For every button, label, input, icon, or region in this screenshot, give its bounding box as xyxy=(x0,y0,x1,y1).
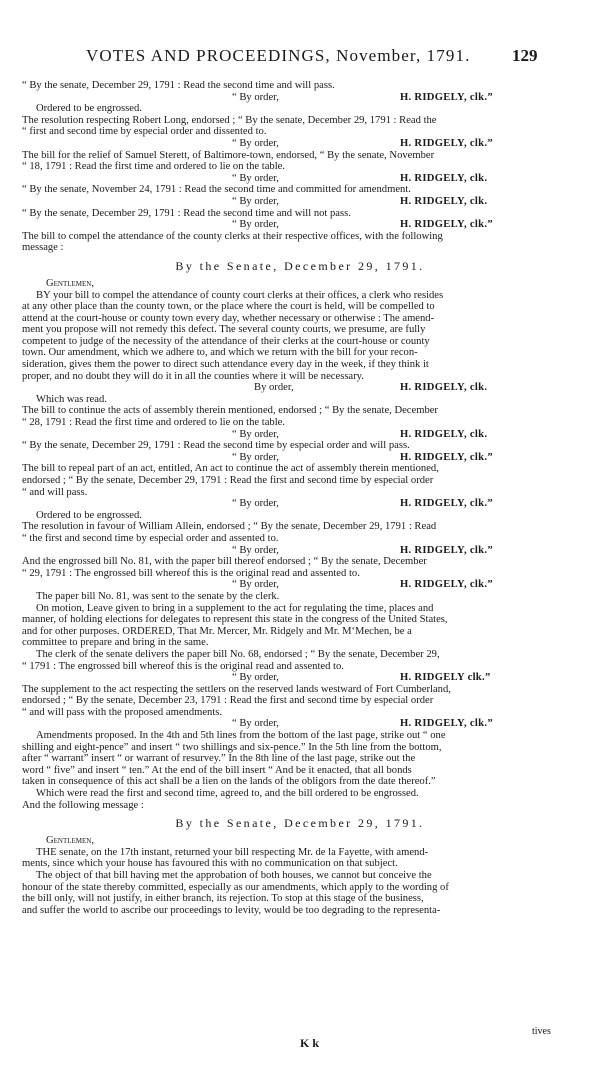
signature-mark: K k tives xyxy=(300,1026,551,1050)
by-order-text: “ By order, xyxy=(232,428,279,440)
by-order-text: “ By order, xyxy=(232,195,279,207)
text-line: “ 29, 1791 : The engrossed bill whereof this is the original read and assented to. xyxy=(22,567,360,579)
text-line: word “ five” and insert “ ten.” At the end of the bill insert “ And be it enacted, that all bonds xyxy=(22,764,412,776)
clerk-name: H. RIDGELY clk.” xyxy=(400,672,491,684)
page-number: 129 xyxy=(512,46,538,65)
text-line: competent to judge of the necessity of the attendance of their clerks at the court-house or county xyxy=(22,335,430,347)
text-line: sideration, gives them the power to direct such attendance every day in the week, if they think it xyxy=(22,359,429,371)
text-line: Which were read the first and second time, agreed to, and the bill ordered to be engrossed. xyxy=(36,788,419,800)
text-line: shilling and eight-pence” and insert “ two shillings and six-pence.” In the 5th line from the bottom, xyxy=(22,741,442,753)
text-line: THE senate, on the 17th instant, returned your bill respecting Mr. de la Fayette, with amend- xyxy=(36,846,429,858)
text-line: manner, of holding elections for delegates to represent this state in the congress of the United States, xyxy=(22,614,448,626)
text-line: “ By the senate, December 29, 1791 : Read the second time and will not pass. xyxy=(22,207,351,219)
clerk-name: H. RIDGELY, clk.” xyxy=(400,579,493,591)
text-line: “ 1791 : The engrossed bill whereof this is the original read and assented to. xyxy=(22,660,344,672)
clerk-name: H. RIDGELY, clk. xyxy=(400,195,488,207)
by-order-text: “ By order, xyxy=(232,579,279,591)
order-signature xyxy=(22,173,578,185)
text-line: The resolution in favour of William Allein, endorsed ; “ By the senate, December 29, 1791 : Read xyxy=(22,521,437,533)
text-line: The resolution respecting Robert Long, endorsed ; “ By the senate, December 29, 1791 : Read the xyxy=(22,114,437,126)
by-order-text: “ By order, xyxy=(232,718,279,730)
order-signature xyxy=(22,92,578,104)
order-signature xyxy=(22,579,578,591)
by-order-text: “ By order, xyxy=(232,451,279,463)
text-line: The bill to compel the attendance of the county clerks at their respective offices, with the following xyxy=(22,230,443,242)
text-line: taken in consequence of this act shall be a lien on the lands of the obligors from the date thereof.” xyxy=(22,776,436,788)
clerk-name: H. RIDGELY, clk. xyxy=(400,428,488,440)
text-line: the bill only, will not justify, in either branch, its rejection. To stop at this stage of the business, xyxy=(22,893,424,905)
text-line: And the engrossed bill No. 81, with the paper bill thereof endorsed ; “ By the senate, December xyxy=(22,556,427,568)
clerk-name: H. RIDGELY, clk. xyxy=(400,382,488,394)
text-line: “ By the senate, December 29, 1791 : Read the second time by especial order and will pass. xyxy=(22,440,410,452)
running-head xyxy=(0,46,600,68)
text-line: The bill for the relief of Samuel Sterett, of Baltimore-town, endorsed, “ By the senate, November xyxy=(22,149,435,161)
text-line: at any other place than the county town, or the place where the court is held, will be compelled to xyxy=(22,301,435,313)
by-order-text: By order, xyxy=(254,382,294,394)
clerk-name: H. RIDGELY, clk.” xyxy=(400,498,493,510)
text-line: and for other purposes. ORDERED, That Mr. Mercer, Mr. Ridgely and Mr. M‘Mechen, be a xyxy=(22,625,412,637)
text-line: proper, and no doubt they will do it in all the counties where it will be necessary. xyxy=(22,370,364,382)
text-line: Ordered to be engrossed. xyxy=(36,103,142,115)
text-line: “ first and second time by especial order and dissented to. xyxy=(22,126,267,138)
order-signature xyxy=(22,545,578,557)
clerk-name: H. RIDGELY, clk.” xyxy=(400,718,493,730)
text-line: The supplement to the act respecting the settlers on the reserved lands westward of Fort Cumberland, xyxy=(22,683,451,695)
page-title: VOTES AND PROCEEDINGS, November, 1791. xyxy=(86,46,471,65)
by-order-text: “ By order, xyxy=(232,672,279,684)
by-order-text: “ By order, xyxy=(232,172,279,184)
order-signature xyxy=(22,196,578,208)
order-signature xyxy=(22,382,578,394)
clerk-name: H. RIDGELY, clk.” xyxy=(400,544,493,556)
text-line: The bill to repeal part of an act, entitled, An act to continue the act of assembly therein mentioned, xyxy=(22,463,439,475)
text-line: after “ warrant” insert “ or warrant of resurvey.” In the 8th line of the last page, strike out the xyxy=(22,753,416,765)
text-line: “ By the senate, November 24, 1791 : Read the second time and committed for amendment. xyxy=(22,184,411,196)
salutation: Gentlemen, xyxy=(46,835,95,847)
text-line: ment you propose will not remedy this defect. The several county courts, we presume, are fully xyxy=(22,324,426,336)
text-line: “ 18, 1791 : Read the first time and ordered to lie on the table. xyxy=(22,161,286,173)
text-line: endorsed ; “ By the senate, December 29, 1791 : Read the first and second time by especial order xyxy=(22,475,434,486)
order-signature xyxy=(22,672,578,684)
text-line: “ By the senate, December 29, 1791 : Read the second time and will pass. xyxy=(22,80,335,91)
text-line: Which was read. xyxy=(36,393,107,405)
text-line: BY your bill to compel the attendance of county court clerks at their offices, a clerk who resides xyxy=(36,289,444,301)
document-body xyxy=(22,80,578,916)
text-line: The paper bill No. 81, was sent to the senate by the clerk. xyxy=(36,590,280,602)
order-signature xyxy=(22,498,578,510)
text-line: And the following message : xyxy=(22,799,144,811)
text-line: message : xyxy=(22,242,64,254)
text-line: committee to prepare and bring in the same. xyxy=(22,637,209,649)
order-signature xyxy=(22,452,578,464)
text-line: “ and will pass with the proposed amendments. xyxy=(22,706,223,718)
by-order-text: “ By order, xyxy=(232,219,279,231)
text-line: The bill to continue the acts of assembly therein mentioned, endorsed ; “ By the senate, December xyxy=(22,405,438,417)
text-line: honour of the state thereby committed, especially as our amendments, which apply to the wording of xyxy=(22,881,449,893)
text-line: attend at the court-house or county town every day, whether necessary or otherwise : The amend- xyxy=(22,312,435,324)
text-line: “ and will pass. xyxy=(22,486,88,498)
by-order-text: “ By order, xyxy=(232,91,279,103)
text-line: endorsed ; “ By the senate, December 23, 1791 : Read the first and second time by especial order xyxy=(22,695,434,707)
clerk-name: H. RIDGELY, clk.” xyxy=(400,451,493,463)
salutation: Gentlemen, xyxy=(46,277,95,289)
by-order-text: “ By order, xyxy=(232,498,279,510)
order-signature xyxy=(22,718,578,730)
clerk-name: H. RIDGELY, clk.” xyxy=(400,91,493,103)
text-line: Ordered to be engrossed. xyxy=(36,509,142,521)
text-line: ments, since which your house has favoured this with no communication on that subject. xyxy=(22,858,398,870)
text-line: Amendments proposed. In the 4th and 5th lines from the bottom of the last page, strike out “ one xyxy=(36,730,446,742)
clerk-name: H. RIDGELY, clk.” xyxy=(400,137,493,149)
clerk-name: H. RIDGELY, clk. xyxy=(400,172,488,184)
order-signature xyxy=(22,138,578,150)
order-signature xyxy=(22,429,578,441)
order-signature xyxy=(22,219,578,231)
senate-message-heading: By the Senate, December 29, 1791. xyxy=(175,258,425,273)
text-line: On motion, Leave given to bring in a supplement to the act for regulating the time, places and xyxy=(36,602,434,614)
senate-message-heading: By the Senate, December 29, 1791. xyxy=(175,816,425,831)
by-order-text: “ By order, xyxy=(232,544,279,556)
text-line: The object of that bill having met the approbation of both houses, we cannot but conceive the xyxy=(36,870,432,881)
clerk-name: H. RIDGELY, clk.” xyxy=(400,219,493,231)
by-order-text: “ By order, xyxy=(232,137,279,149)
catchword: tives xyxy=(532,1026,551,1037)
text-line: “ 28, 1791 : Read the first time and ordered to lie on the table. xyxy=(22,417,286,429)
text-line: and suffer the world to ascribe our proceedings to levity, would be too degrading to the representa- xyxy=(22,904,441,916)
text-line: town. Our amendment, which we adhere to, and which we return with the bill for your recon- xyxy=(22,347,418,359)
text-line: “ the first and second time by especial order and assented to. xyxy=(22,532,279,544)
text-line: The clerk of the senate delivers the paper bill No. 68, endorsed ; “ By the senate, December 29, xyxy=(36,648,440,660)
